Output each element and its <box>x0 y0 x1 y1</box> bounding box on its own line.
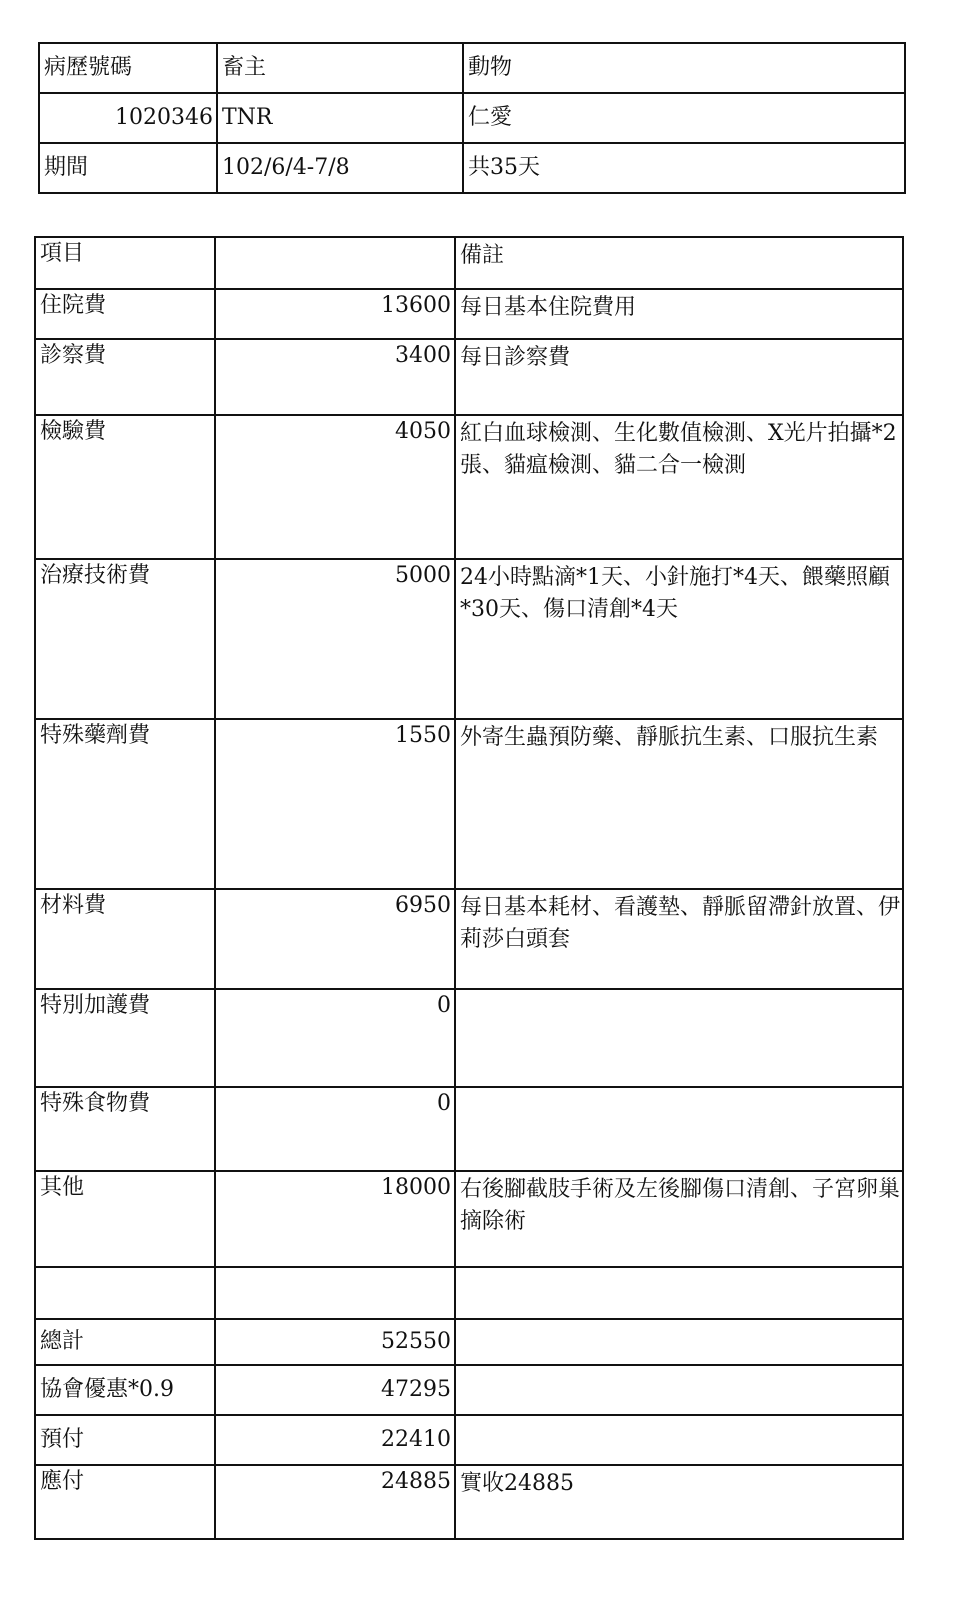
fee-row <box>35 889 903 989</box>
period-label: 期間 <box>39 143 217 193</box>
discount-label: 協會優惠*0.9 <box>35 1365 215 1415</box>
discount-row <box>35 1365 903 1415</box>
animal-label: 動物 <box>463 43 905 93</box>
fee-amount: 1550 <box>215 719 455 889</box>
fee-item: 特殊藥劑費 <box>35 719 215 889</box>
fee-amount: 6950 <box>215 889 455 989</box>
fee-row <box>35 339 903 415</box>
fee-item: 住院費 <box>35 289 215 339</box>
fee-item: 特別加護費 <box>35 989 215 1087</box>
payable-amount: 24885 <box>215 1465 455 1539</box>
fee-item: 材料費 <box>35 889 215 989</box>
fee-note <box>455 1267 903 1319</box>
fee-item: 檢驗費 <box>35 415 215 559</box>
fee-row <box>35 415 903 559</box>
payable-row <box>35 1465 903 1539</box>
owner-value: TNR <box>217 93 463 143</box>
fee-row <box>35 719 903 889</box>
fee-note: 24小時點滴*1天、小針施打*4天、餵藥照顧*30天、傷口清創*4天 <box>455 559 903 719</box>
fee-amount: 5000 <box>215 559 455 719</box>
fee-amount: 3400 <box>215 339 455 415</box>
payable-label: 應付 <box>35 1465 215 1539</box>
period-row <box>39 143 905 193</box>
fee-amount <box>215 1267 455 1319</box>
fee-note: 紅白血球檢測、生化數值檢測、X光片拍攝*2張、貓瘟檢測、貓二合一檢測 <box>455 415 903 559</box>
fee-note: 每日基本耗材、看護墊、靜脈留滯針放置、伊莉莎白頭套 <box>455 889 903 989</box>
fee-table-header-row <box>35 237 903 289</box>
fee-amount: 0 <box>215 1087 455 1171</box>
fee-amount: 13600 <box>215 289 455 339</box>
total-label: 總計 <box>35 1319 215 1365</box>
case-info-header-row <box>39 43 905 93</box>
discount-note <box>455 1365 903 1415</box>
fee-note: 右後腳截肢手術及左後腳傷口清創、子宮卵巢摘除術 <box>455 1171 903 1267</box>
discount-amount: 47295 <box>215 1365 455 1415</box>
total-amount: 52550 <box>215 1319 455 1365</box>
total-row <box>35 1319 903 1365</box>
fee-amount: 0 <box>215 989 455 1087</box>
fee-note: 外寄生蟲預防藥、靜脈抗生素、口服抗生素 <box>455 719 903 889</box>
owner-label: 畜主 <box>217 43 463 93</box>
fee-row <box>35 559 903 719</box>
prepaid-note <box>455 1415 903 1465</box>
fee-item <box>35 1267 215 1319</box>
prepaid-row <box>35 1415 903 1465</box>
record-number-label: 病歷號碼 <box>39 43 217 93</box>
prepaid-label: 預付 <box>35 1415 215 1465</box>
payable-note: 實收24885 <box>455 1465 903 1539</box>
fee-item: 特殊食物費 <box>35 1087 215 1171</box>
fee-row <box>35 1171 903 1267</box>
fee-item: 治療技術費 <box>35 559 215 719</box>
total-note <box>455 1319 903 1365</box>
prepaid-amount: 22410 <box>215 1415 455 1465</box>
period-value: 102/6/4-7/8 <box>217 143 463 193</box>
amount-column-header <box>215 237 455 289</box>
fee-table <box>34 236 904 1540</box>
fee-item: 診察費 <box>35 339 215 415</box>
item-column-header: 項目 <box>35 237 215 289</box>
fee-note <box>455 1087 903 1171</box>
note-column-header: 備註 <box>455 237 903 289</box>
fee-row <box>35 989 903 1087</box>
fee-row <box>35 289 903 339</box>
fee-amount: 18000 <box>215 1171 455 1267</box>
record-number-value: 1020346 <box>39 93 217 143</box>
fee-amount: 4050 <box>215 415 455 559</box>
fee-note: 每日基本住院費用 <box>455 289 903 339</box>
fee-row <box>35 1087 903 1171</box>
total-days-value: 共35天 <box>463 143 905 193</box>
blank-row <box>35 1267 903 1319</box>
fee-note <box>455 989 903 1087</box>
case-info-table <box>38 42 906 194</box>
fee-item: 其他 <box>35 1171 215 1267</box>
animal-value: 仁愛 <box>463 93 905 143</box>
fee-note: 每日診察費 <box>455 339 903 415</box>
case-info-value-row <box>39 93 905 143</box>
